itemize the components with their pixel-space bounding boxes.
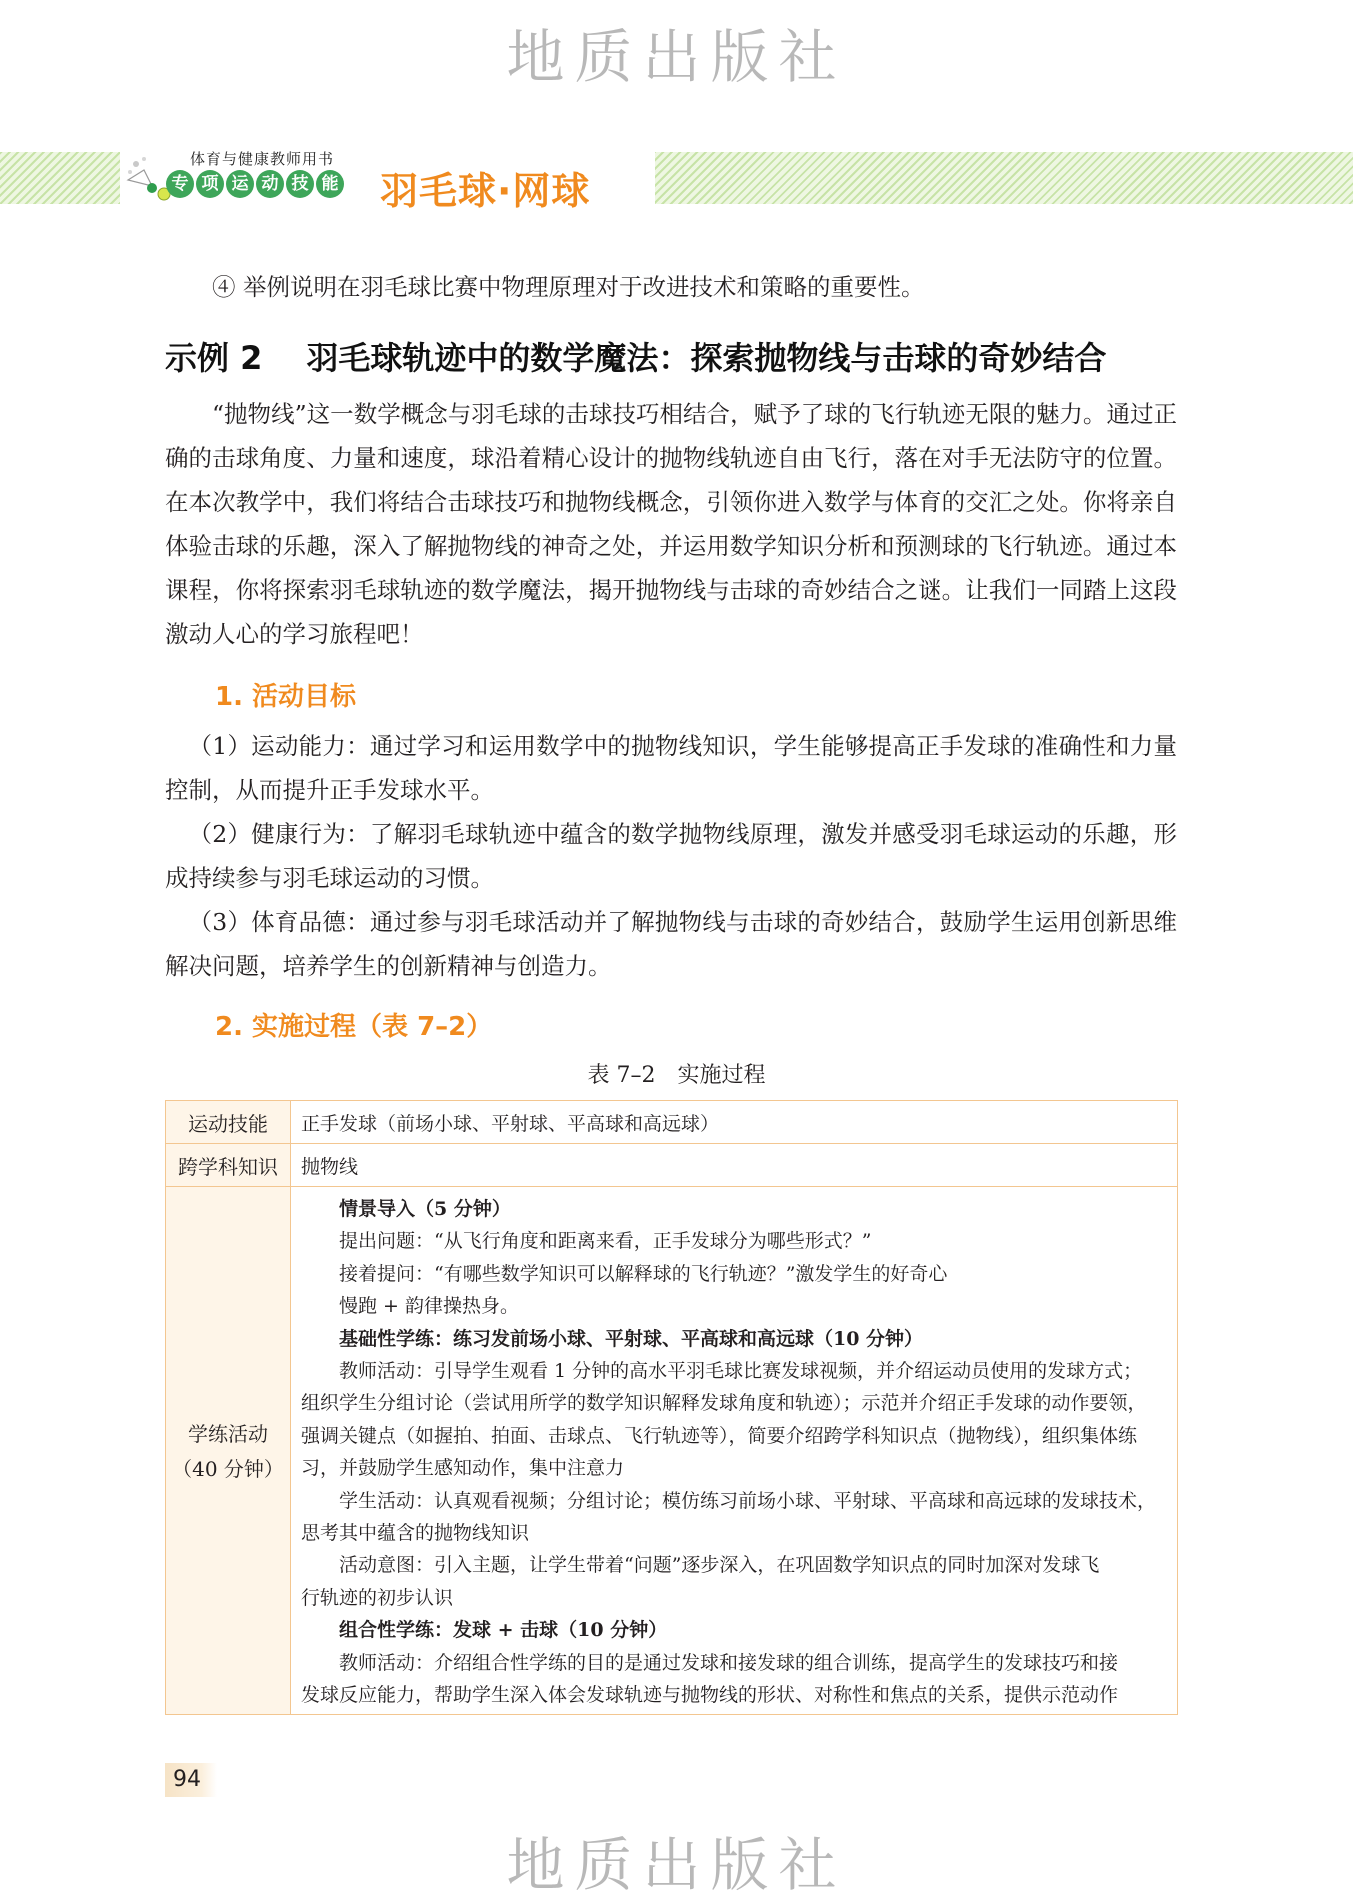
example-number: 示例 2 <box>165 339 263 377</box>
activity-section-heading: 情景导入（5 分钟） <box>339 1198 511 1220</box>
table-row <box>166 1101 1178 1144</box>
book-title: 羽毛球·网球 <box>380 169 591 213</box>
subtitle-chip: 动 <box>256 170 284 198</box>
section-heading-process: 2. 实施过程（表 7–2） <box>215 1012 493 1042</box>
page-number: 94 <box>165 1763 217 1797</box>
row-label: 跨学科知识 <box>166 1144 291 1187</box>
activity-line: 组织学生分组讨论（尝试用所学的数学知识解释发球角度和轨迹）；示范并介绍正手发球的动作要领， <box>301 1392 1147 1415</box>
activity-content <box>291 1187 1178 1715</box>
process-table <box>165 1100 1178 1715</box>
activity-section-heading: 组合性学练：发球 + 击球（10 分钟） <box>339 1619 668 1642</box>
table-caption <box>0 1058 1353 1089</box>
row-value: 正手发球（前场小球、平射球、平高球和高远球） <box>291 1101 1178 1144</box>
subtitle-chip: 技 <box>286 170 314 198</box>
subtitle-chip: 专 <box>166 170 194 198</box>
row-label <box>166 1187 291 1715</box>
activity-section-heading: 基础性学练：练习发前场小球、平射球、平高球和高远球（10 分钟） <box>339 1327 924 1350</box>
activity-line: 接着提问：“有哪些数学知识可以解释球的飞行轨迹？”激发学生的好奇心 <box>339 1262 948 1285</box>
activity-label: 学练活动 <box>188 1422 268 1447</box>
series-title: 体育与健康教师用书 <box>190 150 335 168</box>
section-heading-goals: 1. 活动目标 <box>215 682 357 712</box>
activity-line: 发球反应能力，帮助学生深入体会发球轨迹与抛物线的形状、对称性和焦点的关系，提供示范动作 <box>301 1684 1119 1707</box>
activity-line: 教师活动：介绍组合性学练的目的是通过发球和接发球的组合训练，提高学生的发球技巧和接 <box>339 1651 1119 1674</box>
activity-line: 活动意图：引入主题，让学生带着“问题”逐步深入，在巩固数学知识点的同时加深对发球飞 <box>339 1554 1100 1577</box>
activity-line: 教师活动：引导学生观看 1 分钟的高水平羽毛球比赛发球视频，并介绍运动员使用的发球方式； <box>339 1360 1143 1383</box>
activity-line: 思考其中蕴含的抛物线知识 <box>301 1522 530 1545</box>
subtitle-chip: 能 <box>316 170 344 198</box>
activity-line: 习，并鼓励学生感知动作，集中注意力 <box>301 1457 625 1480</box>
activity-duration: （40 分钟） <box>172 1457 284 1482</box>
previous-item: ④ 举例说明在羽毛球比赛中物理原理对于改进技术和策略的重要性。 <box>212 273 925 301</box>
table-row <box>166 1187 1178 1715</box>
row-label: 运动技能 <box>166 1101 291 1144</box>
goal-item: （1）运动能力：通过学习和运用数学中的抛物线知识，学生能够提高正手发球的准确性和力量控制，从而提升正手发球水平。 <box>165 732 1177 804</box>
activity-line: 提出问题：“从飞行角度和距离来看，正手发球分为哪些形式？” <box>339 1230 872 1253</box>
activity-line: 慢跑 + 韵律操热身。 <box>339 1295 519 1318</box>
subtitle-chips <box>166 170 344 198</box>
table-caption-number: 表 7–2 <box>587 1063 656 1088</box>
table-row <box>166 1144 1178 1187</box>
example-title: 羽毛球轨迹中的数学魔法：探索抛物线与击球的奇妙结合 <box>306 339 1107 377</box>
example-heading <box>165 333 1106 379</box>
watermark-bottom: 地质出版社 <box>506 1831 847 1899</box>
table-caption-title: 实施过程 <box>677 1063 766 1088</box>
subtitle-chip: 项 <box>196 170 224 198</box>
activity-line: 行轨迹的初步认识 <box>301 1586 454 1609</box>
row-value: 抛物线 <box>291 1144 1178 1187</box>
activity-line: 强调关键点（如握拍、拍面、击球点、飞行轨迹等），简要介绍跨学科知识点（抛物线），组织集体练 <box>301 1424 1138 1447</box>
activity-line: 学生活动：认真观看视频；分组讨论；模仿练习前场小球、平射球、平高球和高远球的发球技术， <box>339 1489 1157 1512</box>
goal-item: （3）体育品德：通过参与羽毛球活动并了解抛物线与击球的奇妙结合，鼓励学生运用创新思维解决问题，培养学生的创新精神与创造力。 <box>165 908 1177 980</box>
watermark-top: 地质出版社 <box>506 23 847 91</box>
subtitle-chip: 运 <box>226 170 254 198</box>
goal-item: （2）健康行为：了解羽毛球轨迹中蕴含的数学抛物线原理，激发并感受羽毛球运动的乐趣，形成持续参与羽毛球运动的习惯。 <box>165 820 1177 892</box>
intro-paragraph: “抛物线”这一数学概念与羽毛球的击球技巧相结合，赋予了球的飞行轨迹无限的魅力。通过正确的击球角度、力量和速度，球沿着精心设计的抛物线轨迹自由飞行，落在对手无法防守的位置。在本次教学中，我们将结合击球技巧和抛物线概念，引领你进入数学与体育的交汇之处。你将亲自体验击球的乐趣，深入了解抛物线的神奇之处，并运用数学知识分析和预测球的飞行轨迹。通过本课程，你将探索羽毛球轨迹的数学魔法，揭开抛物线与击球的奇妙结合之谜。让我们一同踏上这段激动人心的学习旅程吧！ <box>165 400 1177 648</box>
